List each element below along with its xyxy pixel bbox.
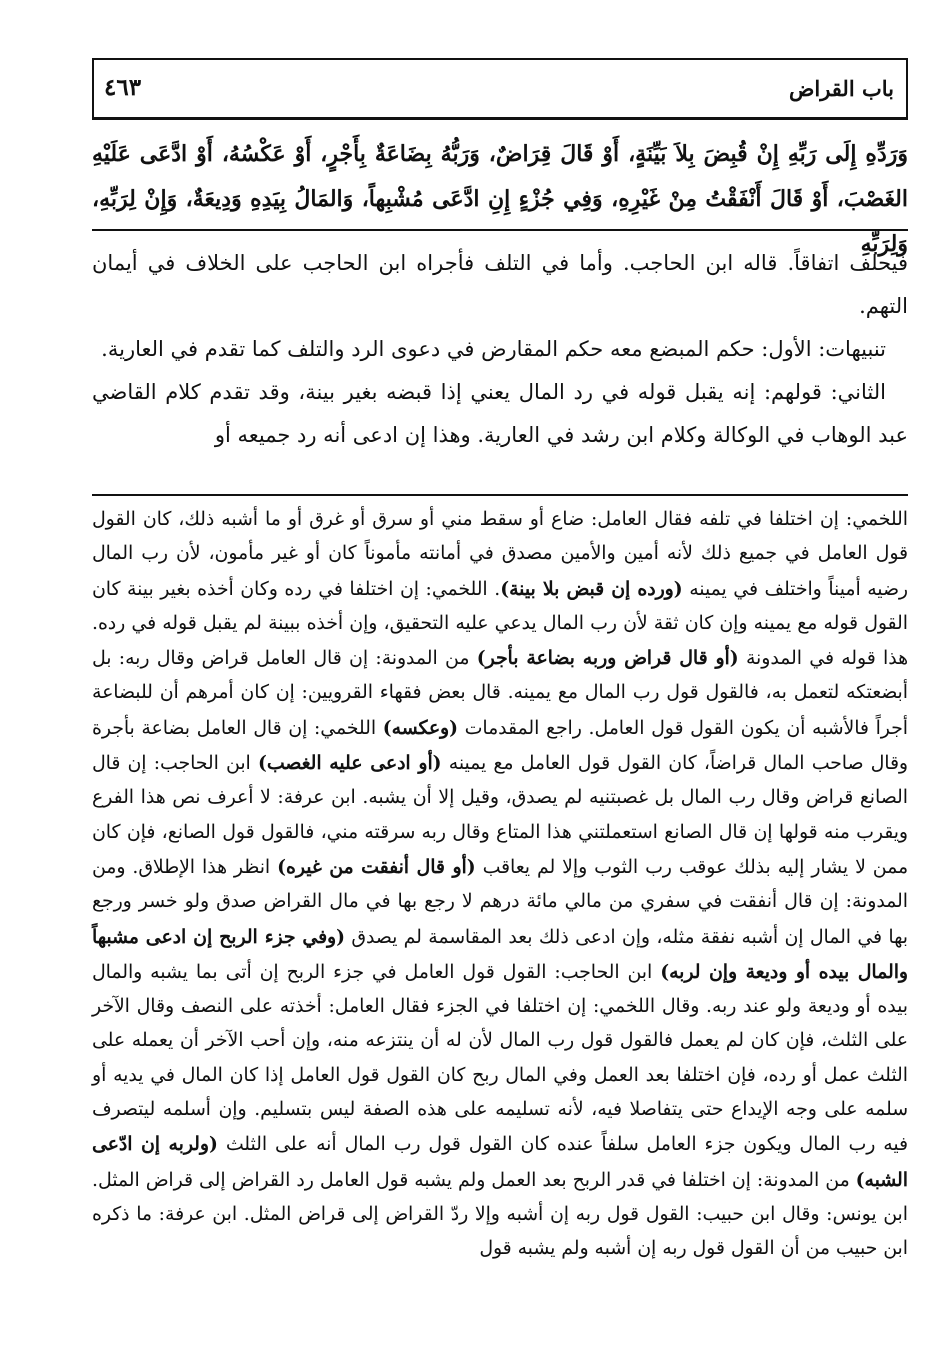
commentary-text: من المدونة: إن اختلفا في قدر الربح بعد العمل ولم يشبه قول العامل رد القراض إلى قراض المثل. ابن يونس: وقال ابن حبيب: القول قول ربه إن أشبه وإلا ردّ القراض إلى قراض المثل. ابن عرفة: ما ذكره ابن حبيب من أن القول قول ربه إن أشبه ولم يشبه قول xyxy=(92,1169,908,1260)
matn-quote: (أو ادعى عليه الغصب) xyxy=(257,752,442,775)
commentary-text: اللخمي: إن قال العامل بضاعة بأجرة وقال صاحب المال قراضاً، كان القول قول العامل مع يمينه xyxy=(92,717,908,775)
matn-quote: (أو قال أنفقت من غيره) xyxy=(277,855,476,878)
sharh-block xyxy=(92,242,908,457)
sharh-paragraph: تنبيهات: الأول: حكم المبضع معه حكم المقارض في دعوى الرد والتلف كما تقدم في العارية. xyxy=(101,337,886,361)
page-number: ٤٦٣ xyxy=(104,74,142,101)
header-rule xyxy=(92,117,908,120)
commentary-text: . اللخمي: إن اختلفا في رده وكان أخذه بغير بينة كان القول قوله مع يمينه وإن كان ثقة لأن رب المال يدعي عليه التحقيق، وإن أخذه ببينة لم يقبل قوله في رده. هذا قوله في المدونة xyxy=(92,578,908,670)
matn-quote: (ولربه إن ادّعى الشبه) xyxy=(92,1133,908,1191)
matn-quote: (ورده إن قبض بلا بينة) xyxy=(500,577,683,600)
matn-quote: (وعكسه) xyxy=(382,716,458,739)
matn-quote: (أو قال قراض وربه بضاعة بأجر) xyxy=(476,647,739,670)
commentary-text: انظر هذا الإطلاق. ومن المدونة: إن قال أنفقت في سفري من مالي مائة درهم لا رجع بها في مال القراض صدق ولو خسر ورجع بها في المال إن أشبه نفقة مثله، وإن ادعى ذلك بعد المقاسمة لم يصدق xyxy=(92,856,908,948)
matn-divider xyxy=(92,229,908,231)
sharh-paragraph: الثاني: قولهم: إنه يقبل قوله في رد المال يعني إذا قبضه بغير بينة، وقد تقدم كلام القاضي عبد الوهاب في الوكالة وكلام ابن رشد في العارية. وهذا إن ادعى أنه رد جميعه أو xyxy=(92,380,908,447)
commentary-text: ابن الحاجب: القول قول العامل في جزء الربح إن أتى بما يشبه والمال بيده أو وديعة ولو عند ربه. وقال اللخمي: إن اختلفا في الجزء فقال العامل: أخذته على النصف وقال الآخر على الثلث، فإن كان لم يعمل فالقول قول رب المال لأن له أن ينتزعه منه، وإن أحب الآخر أن يعمله على الثلث عمل أو رده، فإن اختلفا بعد العمل وفي المال ربح كان القول قول العامل إذا كان المال في يديه أو سلمه على وجه الإيداع حتى يتفاصلا فيه، لأنه تسليمه على هذه الصفة ليس بتسليم. وإن أسلمه ليتصرف فيه رب المال ويكون جزء العامل سلفاً عنده كان القول قول رب المال أنه على الثلث xyxy=(92,961,908,1156)
hashiya-block xyxy=(92,503,908,1267)
matn-text: وَرَدِّهِ إِلَى رَبِّهِ إِنْ قُبِضَ بِلاَ بَيِّنَةٍ، أَوْ قَالَ قِرَاضٌ، وَرَبُّهُ بِضَاعَةٌ بِأَجْرٍ، أَوْ عَكْسُهُ، أَوْ ادَّعَى عَلَيْهِ الغَصْبَ، أَوْ قَالَ أَنْفَقْتُ مِنْ غَيْرِهِ، وَفِي جُزْءٍ إِنِ ادَّعَى مُشْبِهاً، وَالمَالُ بِيَدِهِ وَدِيعَةٌ، وَإِنْ لِرَبِّهِ، وَلِرَبِّهِ xyxy=(92,141,908,257)
sharh-paragraph: فيحلف اتفاقاً. قاله ابن الحاجب. وأما في التلف فأجراه ابن الحاجب على الخلاف في أيمان التهم. xyxy=(92,251,908,318)
chapter-title: باب القراض xyxy=(789,76,894,101)
commentary-text: ابن الحاجب: إن قال الصانع قراض وقال رب المال بل غصبتنيه لم يصدق، وقيل إلا أن يشبه. ابن عرفة: لا أعرف نص هذا الفرع ويقرب منه قولها إن قال الصانع استعملتني هذا المتاع وقال ربه سرقته مني، فالقول قول الصانع، فإن كان ممن لا يشار إليه بذلك عوقب رب الثوب وإلا لم يعاقب xyxy=(92,753,909,878)
page-header xyxy=(92,58,908,118)
hashiya-paragraph xyxy=(92,503,908,1267)
sharh-divider xyxy=(92,494,908,496)
book-page xyxy=(92,58,910,1338)
matn-quote: (وفي جزء الربح إن ادعى مشبهاً والمال بيده أو وديعة وإن لربه) xyxy=(92,925,908,983)
commentary-text: من المدونة: إن قال العامل قراض وقال ربه: بل أبضعتكه لتعمل به، فالقول قول رب المال مع يمينه. قال بعض فقهاء القرويين: إن كان أمرهم أن للبضاعة أجراً فالأشبه أن يكون القول قول العامل. راجع المقدمات xyxy=(92,648,908,739)
commentary-text: اللخمي: إن اختلفا في تلفه فقال العامل: ضاع أو سقط مني أو سرق أو غرق أو ما أشبه ذلك، كان القول قول العامل في جميع ذلك لأنه أمين والأمين مصدق في أمانته مأموناً كان أو غير مأمون، لأن رب المال رضيه أميناً واختلف في يمينه xyxy=(92,509,908,600)
